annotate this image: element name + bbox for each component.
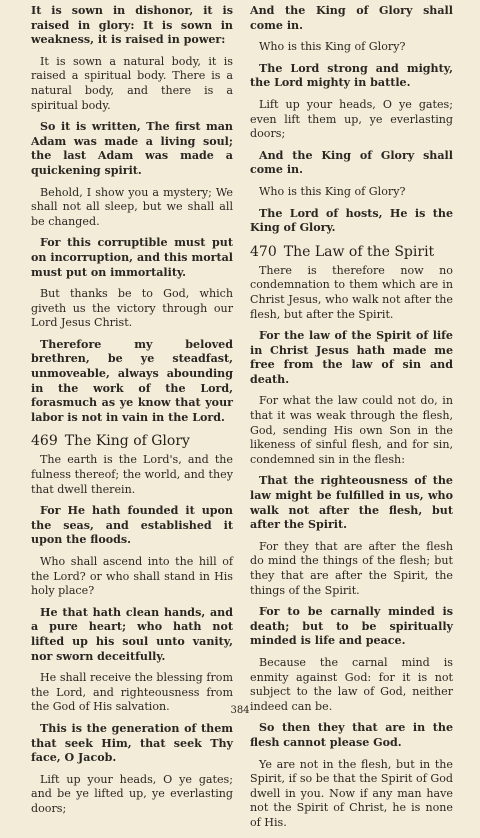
verse-paragraph: The earth is the Lord's, and the fulness thereof; the world, and they that dwell therein. (31, 453, 233, 496)
verse-paragraph: For He hath founded it upon the seas, and established it upon the floods. (31, 504, 233, 547)
verse-paragraph: And the King of Glory shall come in. (250, 4, 453, 32)
verse-paragraph: Who is this King of Glory? (259, 184, 406, 198)
verse-paragraph: It is sown in dishonor, it is raised in glory: It is sown in weakness, it is raised in power: (31, 4, 233, 47)
verse-paragraph: Therefore my beloved brethren, be ye steadfast, unmoveable, always abounding in the work of the Lord, forasmuch as ye know that your labor is not in vain in the Lord. (31, 337, 233, 424)
verse-paragraph: The Lord strong and mighty, the Lord mighty in battle. (250, 61, 453, 90)
verse-paragraph: Ye are not in the flesh, but in the Spirit, if so be that the Spirit of God dwell in you. Now if any man have not the Spirit of Christ, he is none of His. (250, 757, 453, 829)
verse-paragraph: For they that are after the flesh do mind the things of the flesh; but they that are after the Spirit, the things of the Spirit. (250, 539, 453, 597)
verse-paragraph: Lift up your heads, O ye gates; and be ye lifted up, ye everlasting doors; (31, 772, 233, 815)
verse-paragraph: There is therefore now no condemnation to them which are in Christ Jesus, who walk not after the flesh, but after the Spirit. (250, 263, 453, 321)
verse-paragraph: Who shall ascend into the hill of the Lord? or who shall stand in His holy place? (31, 555, 233, 598)
verse-paragraph: He that hath clean hands, and a pure heart; who hath not lifted up his soul unto vanity, nor sworn deceitfully. (31, 605, 233, 663)
verse-paragraph: He shall receive the blessing from the Lord, and righteousness from the God of His salvation. (31, 671, 233, 714)
verse-paragraph: And the King of Glory shall come in. (250, 148, 453, 177)
verse-paragraph: For to be carnally minded is death; but to be spiritually minded is life and peace. (250, 605, 453, 648)
verse-paragraph: Who is this King of Glory? (259, 40, 406, 54)
verse-paragraph: The Lord of hosts, He is the King of Glory. (250, 206, 453, 235)
section-title: The Law of the Spirit (283, 243, 435, 260)
verse-paragraph: Behold, I show you a mystery; We shall not all sleep, but we shall all be changed. (31, 185, 233, 228)
verse-paragraph: For the law of the Spirit of life in Christ Jesus hath made me free from the law of sin and death. (250, 329, 453, 386)
verse-paragraph: So then they that are in the flesh cannot please God. (250, 721, 453, 749)
verse-paragraph: For what the law could not do, in that it was weak through the flesh, God, sending His own Son in the likeness of sinful flesh, and for sin, condemned sin in the flesh: (250, 394, 453, 466)
section-number: 469 (31, 433, 58, 450)
verse-paragraph: For this corruptible must put on incorruption, and this mortal must put on immortality. (31, 236, 233, 279)
verse-paragraph: So it is written, The first man Adam was made a living soul; the last Adam was made a quickening spirit. (31, 120, 233, 177)
verse-paragraph: Because the carnal mind is enmity against God: for it is not subject to the law of God, neither indeed can be. (250, 655, 453, 713)
verse-paragraph: It is sown a natural body, it is raised a spiritual body. There is a natural body, and there is a spiritual body. (31, 54, 233, 112)
left-column (31, 4, 233, 824)
section-heading-469 (31, 432, 233, 450)
verse-paragraph: This is the generation of them that seek Him, that seek Thy face, O Jacob. (31, 721, 233, 765)
verse-paragraph: But thanks be to God, which giveth us the victory through our Lord Jesus Christ. (31, 287, 233, 330)
section-heading-470 (250, 243, 453, 261)
page-number: 384 (230, 705, 250, 716)
section-title: The King of Glory (64, 433, 190, 450)
verse-paragraph: Lift up your heads, O ye gates; even lift them up, ye everlasting doors; (250, 97, 453, 141)
section-number: 470 (250, 243, 277, 260)
verse-paragraph: That the righteousness of the law might be fulfilled in us, who walk not after the flesh, but after the Spirit. (250, 474, 453, 532)
